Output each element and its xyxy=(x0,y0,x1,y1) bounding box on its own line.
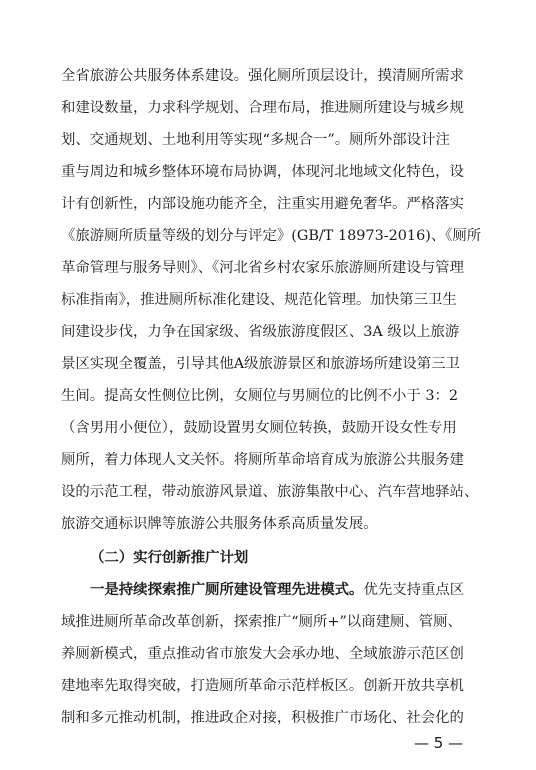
body-text-line: 计有创新性，内部设施功能齐全，注重实用避免奢华。严格落实 xyxy=(61,196,464,212)
body-text-line: 养厕新模式，重点推动省市旅发大会承办地、全域旅游示范区创 xyxy=(61,646,464,662)
body-text-line: 间建设步伐，力争在国家级、省级旅游度假区、3A 级以上旅游 xyxy=(61,324,460,340)
body-text-line: 制和多元推动机制，推进政企对接，积极推广市场化、社会化的 xyxy=(61,710,464,726)
body-text-line: 旅游交通标识牌等旅游公共服务体系高质量发展。 xyxy=(61,516,378,532)
body-text-line: 全省旅游公共服务体系建设。强化厕所顶层设计，摸清厕所需求 xyxy=(61,68,464,84)
body-text-line: （含男用小便位），鼓励设置男女厕位转换，鼓励开设女性专用 xyxy=(61,420,457,436)
body-text-line: 重与周边和城乡整体环境布局协调，体现河北地域文化特色，设 xyxy=(61,164,464,180)
body-text-line: 和建设数量，力求科学规划、合理布局，推进厕所建设与城乡规 xyxy=(61,100,464,116)
body-text-line: 景区实现全覆盖，引导其他A级旅游景区和旅游场所建设第三卫 xyxy=(61,356,460,372)
bold-lead-sentence: 一是持续探索推广厕所建设管理先进模式。 xyxy=(90,581,364,598)
body-text-line: 设的示范工程，带动旅游风景道、旅游集散中心、汽车营地驿站、 xyxy=(61,484,479,500)
body-text-run: 优先支持重点区 xyxy=(363,582,465,598)
body-text-line: 《旅游厕所质量等级的划分与评定》(GB/T 18973-2016)、《厕所 xyxy=(61,228,482,244)
section-heading: （二）实行创新推广计划 xyxy=(90,549,249,566)
body-text-line: 革命管理与服务导则》、《河北省乡村农家乐旅游厕所建设与管理 xyxy=(61,260,464,276)
body-text-line: 生间。提高女性侧位比例，女厕位与男厕位的比例不小于 3：2 xyxy=(61,388,459,404)
body-text-line: 划、交通规划、土地利用等实现“多规合一”。厕所外部设计注 xyxy=(61,132,450,148)
body-text-line: 域推进厕所革命改革创新，探索推广“厕所+”以商建厕、管厕、 xyxy=(61,614,462,630)
body-text-line: 厕所，着力体现人文关怀。将厕所革命培育成为旅游公共服务建 xyxy=(61,452,464,468)
page-number: — 5 — xyxy=(414,734,464,752)
body-text-line-first xyxy=(90,581,480,599)
body-text-line: 建地率先取得突破，打造厕所革命示范样板区。创新开放共享机 xyxy=(61,678,464,694)
body-text-line: 标准指南》，推进厕所标准化建设、规范化管理。加快第三卫生 xyxy=(61,292,457,308)
